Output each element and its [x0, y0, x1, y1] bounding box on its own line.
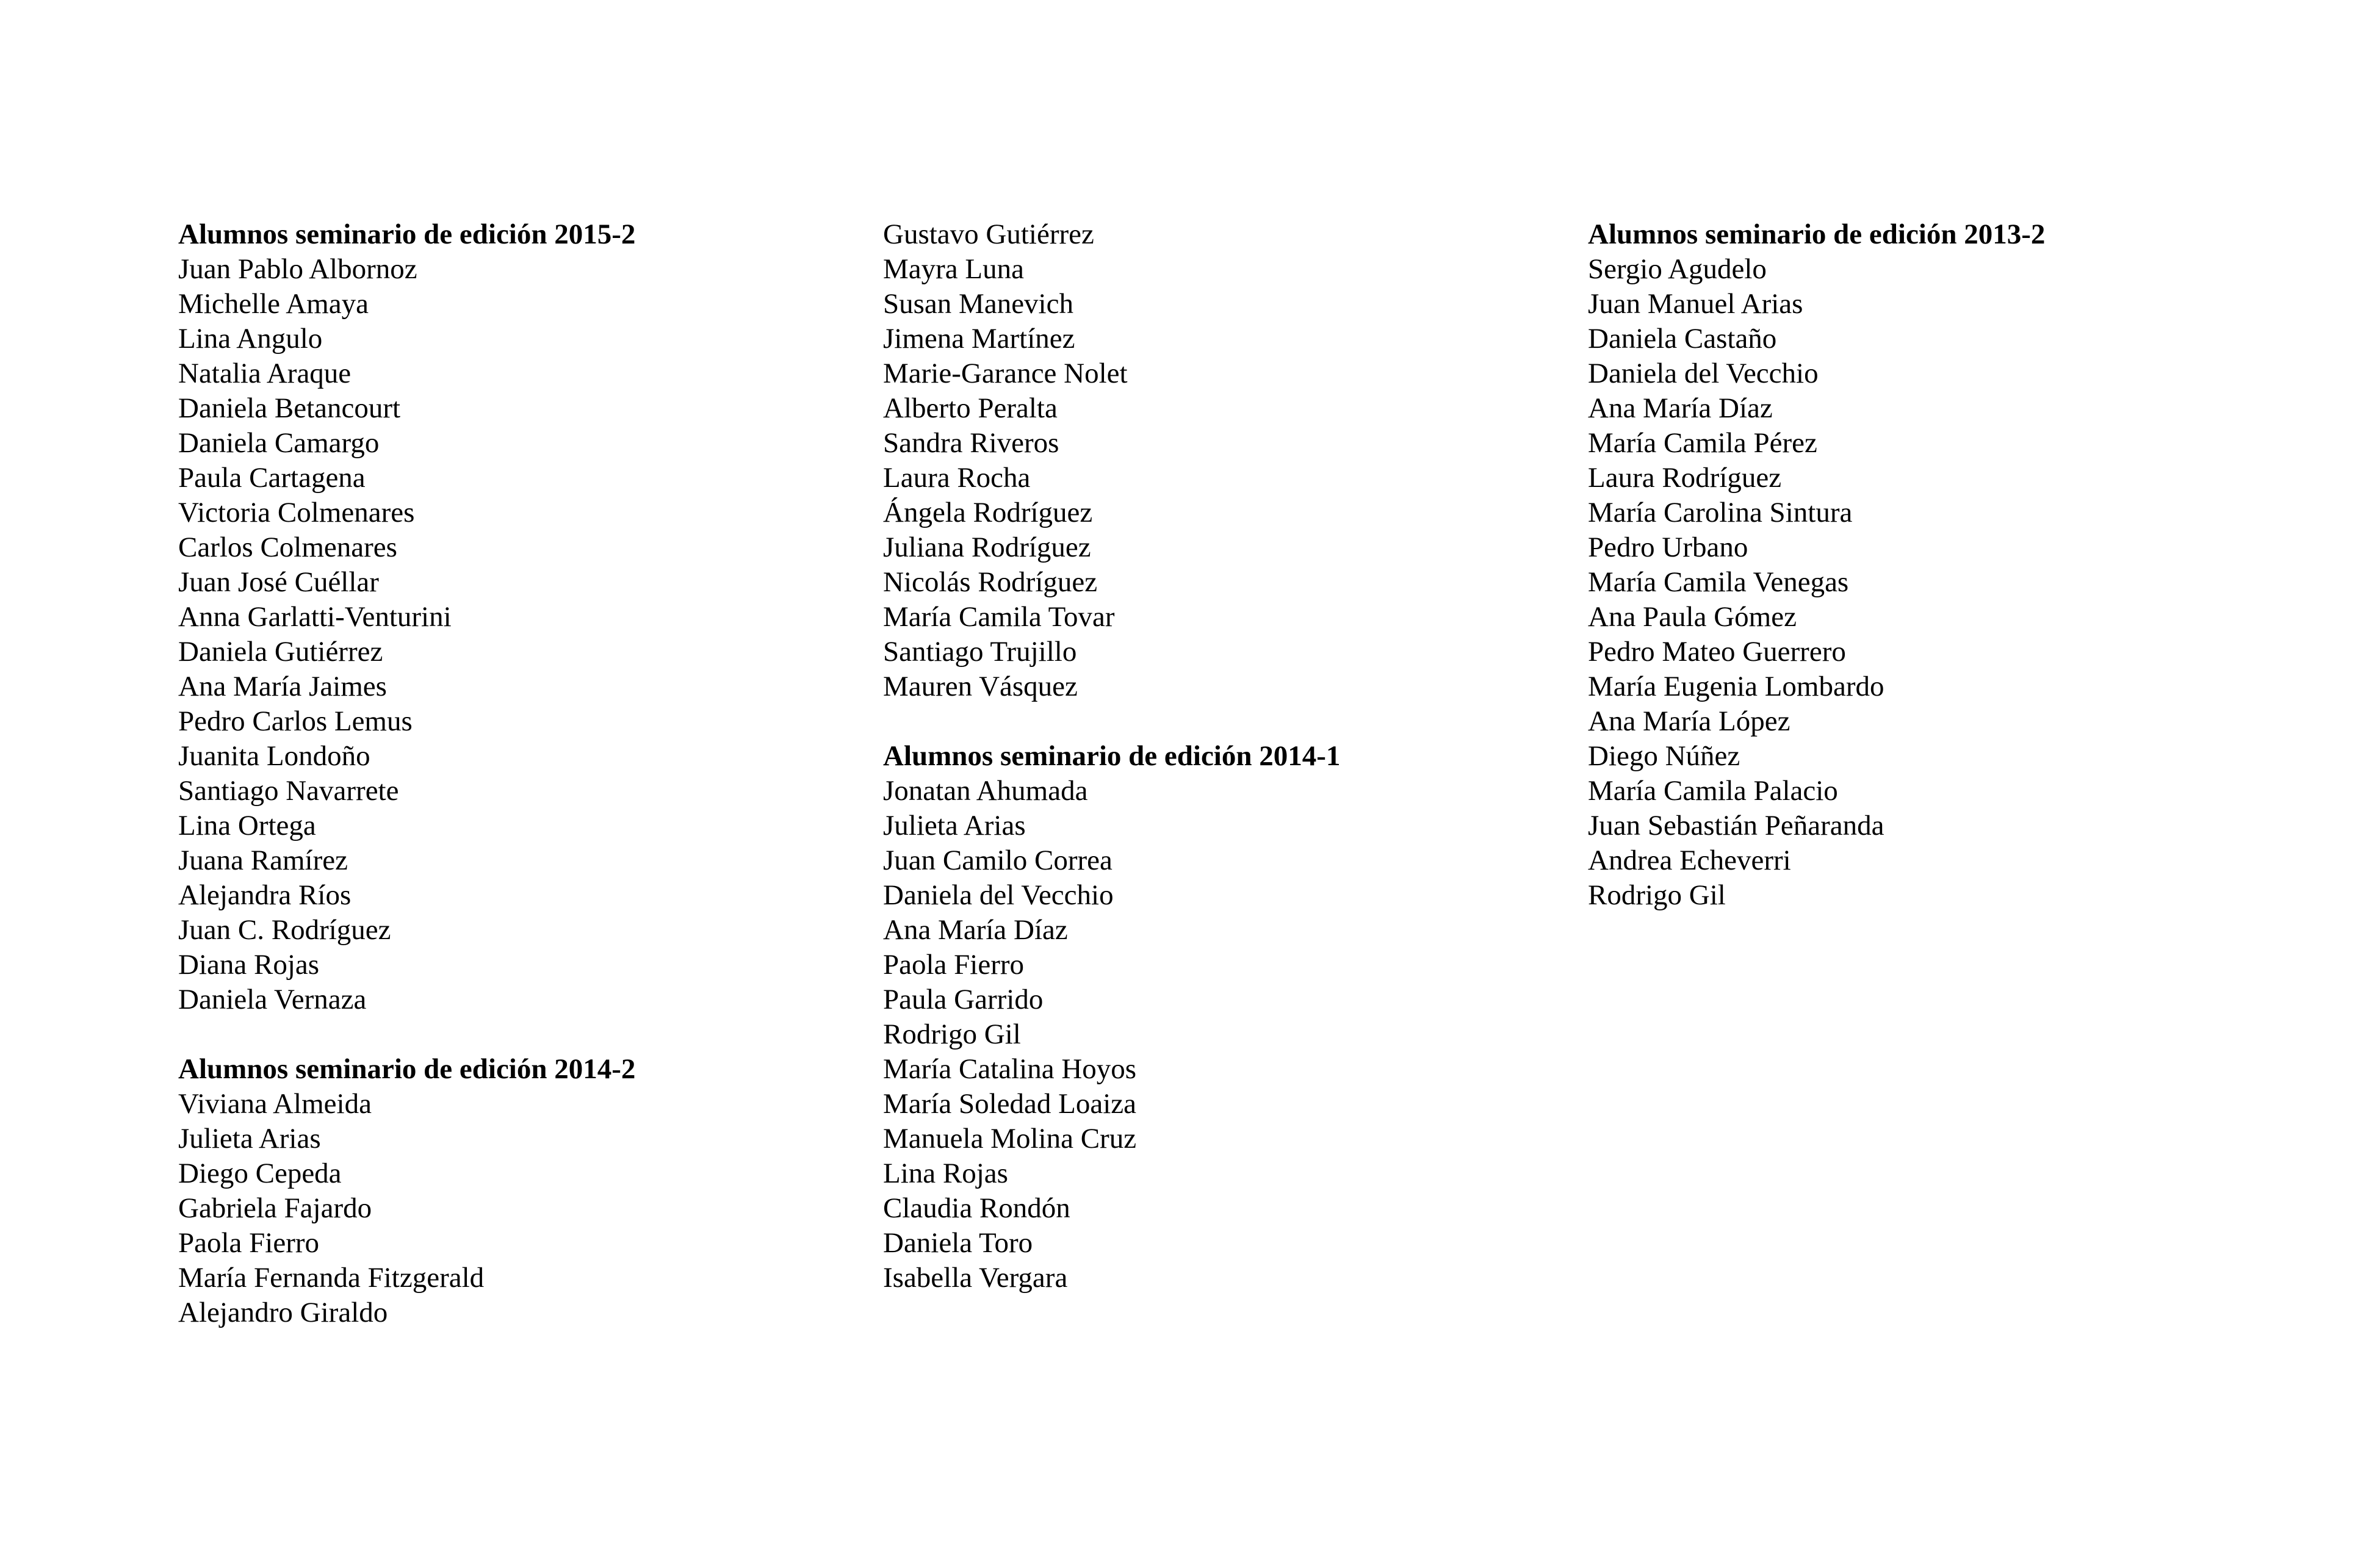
student-name: Diana Rojas — [178, 949, 320, 981]
student-name: Daniela Gutiérrez — [178, 636, 383, 668]
student-name: Ana María Jaimes — [178, 671, 387, 702]
seminar-list-block — [178, 1052, 635, 1330]
student-name: Pedro Urbano — [1588, 531, 1748, 563]
student-name: Marie-Garance Nolet — [883, 358, 1128, 389]
student-name: Rodrigo Gil — [1588, 879, 1726, 911]
student-name: Daniela del Vecchio — [1588, 358, 1819, 389]
student-name: Carlos Colmenares — [178, 531, 397, 563]
student-name: Diego Cepeda — [178, 1158, 342, 1189]
student-name: Santiago Trujillo — [883, 636, 1077, 668]
student-name: Santiago Navarrete — [178, 775, 399, 807]
student-name: María Catalina Hoyos — [883, 1053, 1137, 1085]
student-name: Sandra Riveros — [883, 427, 1059, 459]
student-name: Manuela Molina Cruz — [883, 1123, 1137, 1154]
student-name: Pedro Mateo Guerrero — [1588, 636, 1846, 668]
student-name: María Camila Venegas — [1588, 566, 1849, 598]
student-name: Paula Cartagena — [178, 462, 366, 494]
student-name: Juan Sebastián Peñaranda — [1588, 810, 1884, 841]
student-name: María Carolina Sintura — [1588, 497, 1853, 528]
student-name: María Camila Tovar — [883, 601, 1115, 633]
student-name: Ángela Rodríguez — [883, 497, 1093, 528]
student-name: Juliana Rodríguez — [883, 531, 1091, 563]
student-name: Daniela Camargo — [178, 427, 380, 459]
student-name: Paola Fierro — [178, 1227, 320, 1259]
student-name: María Camila Pérez — [1588, 427, 1817, 459]
seminar-list-block — [883, 217, 1340, 704]
student-name: Ana María Díaz — [883, 914, 1068, 946]
section-title: Alumnos seminario de edición 2014-1 — [883, 740, 1341, 772]
student-name: Daniela Castaño — [1588, 323, 1777, 355]
student-name: Julieta Arias — [883, 810, 1026, 841]
student-name: Juana Ramírez — [178, 845, 348, 876]
student-name: Daniela del Vecchio — [883, 879, 1114, 911]
student-name: Pedro Carlos Lemus — [178, 705, 413, 737]
student-name: María Camila Palacio — [1588, 775, 1838, 807]
student-name: Daniela Vernaza — [178, 984, 367, 1015]
student-name: Juanita Londoño — [178, 740, 370, 772]
student-name: Alberto Peralta — [883, 392, 1058, 424]
student-name: María Eugenia Lombardo — [1588, 671, 1884, 702]
student-name: Sergio Agudelo — [1588, 253, 1767, 285]
student-name: Jonatan Ahumada — [883, 775, 1088, 807]
student-name: Daniela Betancourt — [178, 392, 401, 424]
student-name: Victoria Colmenares — [178, 497, 415, 528]
student-name: Isabella Vergara — [883, 1262, 1068, 1294]
student-name: Ana María López — [1588, 705, 1790, 737]
student-name: Nicolás Rodríguez — [883, 566, 1098, 598]
student-name: Jimena Martínez — [883, 323, 1075, 355]
student-name: Lina Rojas — [883, 1158, 1008, 1189]
student-name: Claudia Rondón — [883, 1192, 1070, 1224]
student-name: Paula Garrido — [883, 984, 1044, 1015]
student-name: Juan C. Rodríguez — [178, 914, 391, 946]
student-name: Daniela Toro — [883, 1227, 1033, 1259]
student-name: Mauren Vásquez — [883, 671, 1078, 702]
student-name: Anna Garlatti-Venturini — [178, 601, 452, 633]
student-name: Julieta Arias — [178, 1123, 321, 1154]
student-name: Viviana Almeida — [178, 1088, 372, 1120]
student-name: Paola Fierro — [883, 949, 1025, 981]
student-name: Mayra Luna — [883, 253, 1024, 285]
student-name: Juan Camilo Correa — [883, 845, 1112, 876]
student-name: María Soledad Loaiza — [883, 1088, 1136, 1120]
seminar-list-block — [178, 217, 635, 1017]
student-name: Lina Angulo — [178, 323, 323, 355]
student-name: Natalia Araque — [178, 358, 352, 389]
column-1 — [178, 217, 635, 1330]
student-name: Susan Manevich — [883, 288, 1073, 320]
section-title: Alumnos seminario de edición 2014-2 — [178, 1053, 636, 1085]
seminar-list-block — [883, 739, 1340, 1295]
student-name: María Fernanda Fitzgerald — [178, 1262, 485, 1294]
seminar-list-block — [1588, 217, 2045, 913]
student-name: Lina Ortega — [178, 810, 316, 841]
student-name: Juan Pablo Albornoz — [178, 253, 417, 285]
student-name: Andrea Echeverri — [1588, 845, 1791, 876]
section-title: Alumnos seminario de edición 2013-2 — [1588, 218, 2046, 250]
student-name: Laura Rodríguez — [1588, 462, 1782, 494]
student-name: Laura Rocha — [883, 462, 1031, 494]
student-name: Ana Paula Gómez — [1588, 601, 1797, 633]
student-name: Ana María Díaz — [1588, 392, 1773, 424]
student-name: Rodrigo Gil — [883, 1018, 1021, 1050]
column-3 — [1588, 217, 2045, 913]
student-name: Gustavo Gutiérrez — [883, 218, 1094, 250]
column-2 — [883, 217, 1340, 1295]
section-title: Alumnos seminario de edición 2015-2 — [178, 218, 636, 250]
student-name: Michelle Amaya — [178, 288, 369, 320]
student-name: Juan José Cuéllar — [178, 566, 379, 598]
student-name: Alejandro Giraldo — [178, 1297, 388, 1328]
student-name: Diego Núñez — [1588, 740, 1740, 772]
student-name: Alejandra Ríos — [178, 879, 352, 911]
student-name: Juan Manuel Arias — [1588, 288, 1803, 320]
student-name: Gabriela Fajardo — [178, 1192, 372, 1224]
